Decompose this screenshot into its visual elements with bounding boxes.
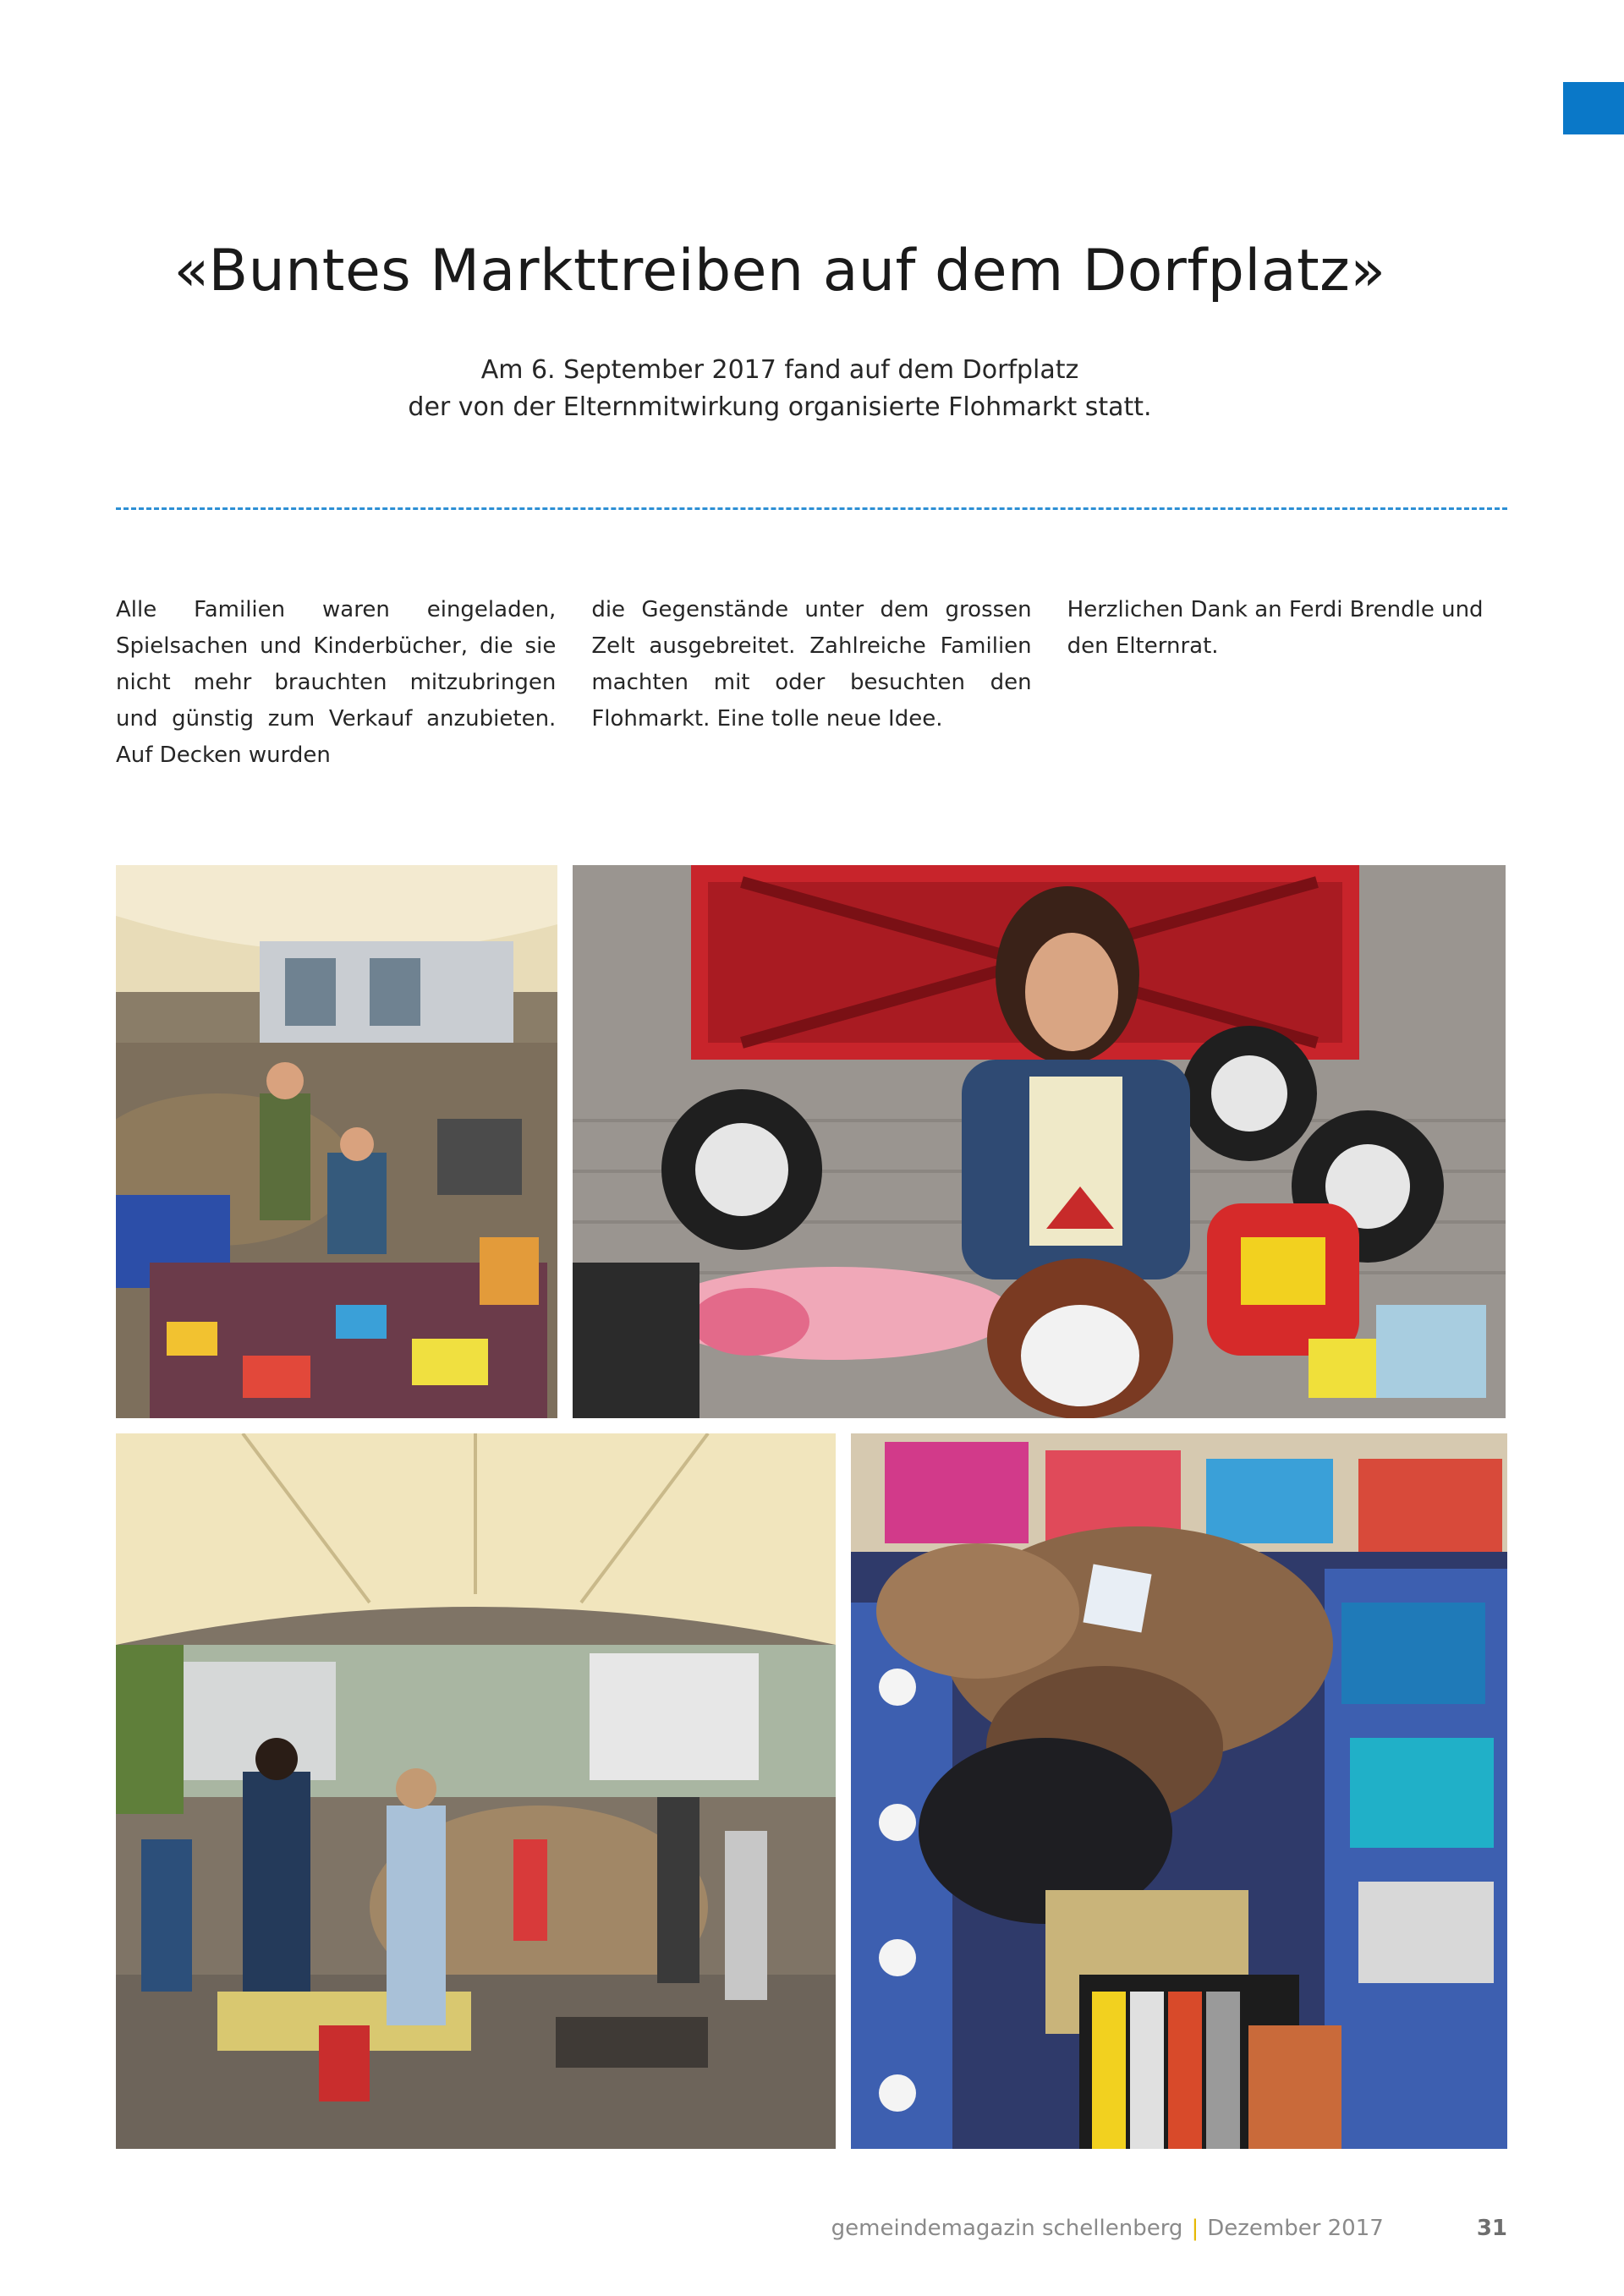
footer-separator: | xyxy=(1191,2216,1199,2241)
lead-line-2: der von der Elternmitwirkung organisierte Flohmarkt statt. xyxy=(408,392,1152,422)
page-number: 31 xyxy=(1476,2216,1507,2241)
photo-market-crowd xyxy=(116,1433,836,2149)
photo-plush-horses-books xyxy=(851,1433,1507,2149)
article-title: «Buntes Markttreiben auf dem Dorfplatz» xyxy=(173,238,1386,304)
dashed-divider xyxy=(116,507,1507,510)
article-column-3: Herzlichen Dank an Ferdi Brendle und den Elternrat. xyxy=(1067,597,1484,659)
article-body xyxy=(116,592,1507,774)
lead-line-1: Am 6. September 2017 fand auf dem Dorfplatz xyxy=(480,355,1079,385)
article-column-2: die Gegenstände unter dem grossen Zelt ausgebreitet. Zahlreiche Familien machten mit oder besuchten den Flohmarkt. Eine tolle neue Idee. xyxy=(591,597,1032,732)
article-column-1: Alle Familien waren eingeladen, Spielsachen und Kinderbücher, die sie nicht mehr brauchten mitzubringen und günstig zum Verkauf anzubieten. Auf Decken wurden xyxy=(116,597,557,768)
issue-date: Dezember 2017 xyxy=(1207,2216,1384,2241)
article-lead xyxy=(116,352,1444,426)
photo-children-with-toys xyxy=(116,865,557,1418)
section-marker xyxy=(1563,82,1624,134)
photo-girl-with-handcart xyxy=(573,865,1506,1418)
page-footer xyxy=(116,2216,1507,2241)
magazine-name: gemeindemagazin schellenberg xyxy=(831,2216,1183,2241)
